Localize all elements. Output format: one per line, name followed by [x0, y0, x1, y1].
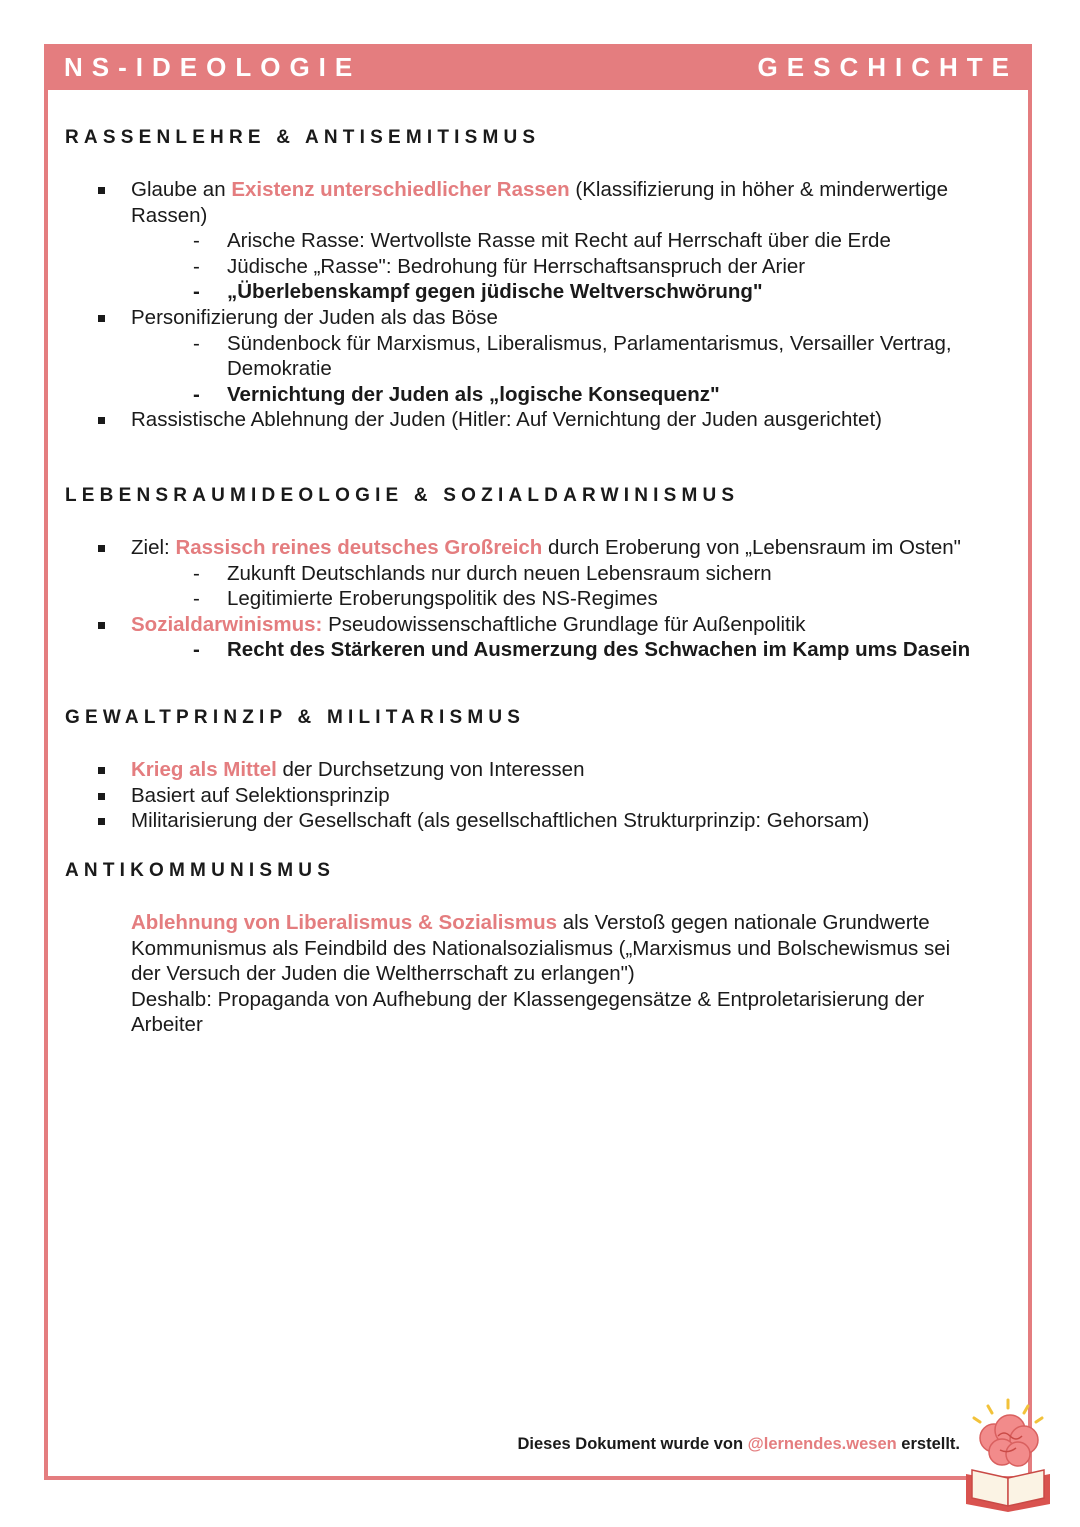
text: Arbeiter: [131, 1013, 203, 1037]
dash-icon: -: [193, 587, 200, 611]
dash-icon: -: [193, 638, 200, 662]
section-body: [65, 910, 1015, 1038]
bullet-icon: [98, 187, 105, 194]
list-item: [65, 407, 1015, 433]
dash-icon: -: [193, 280, 200, 304]
sub-item-continued: [65, 356, 1015, 382]
text: Vernichtung der Juden als „logische Konsequenz": [227, 382, 720, 406]
header-bar: [44, 44, 1032, 90]
section-body: [65, 535, 1015, 663]
section-gewaltprinzip: [65, 704, 1015, 834]
highlight: Rassisch reines deutsches Großreich: [175, 536, 543, 559]
paragraph-line: [65, 910, 1015, 936]
text: Jüdische „Rasse": Bedrohung für Herrschaftsanspruch der Arier: [227, 254, 806, 278]
list-item: [65, 305, 1015, 331]
text: Deshalb: Propaganda von Aufhebung der Klassengegensätze & Entproletarisierung der: [131, 987, 925, 1011]
sub-item: [65, 586, 1015, 612]
sub-item: [65, 279, 1015, 305]
text: Rassen): [131, 203, 208, 227]
brain-book-icon: [958, 1396, 1058, 1514]
header-subject: GESCHICHTE: [757, 52, 1018, 82]
text: (Klassifizierung in höher & minderwertige: [569, 178, 948, 201]
text: Sündenbock für Marxismus, Liberalismus, Parlamentarismus, Versailler Vertrag,: [227, 331, 952, 355]
bullet-icon: [98, 545, 105, 552]
section-title: GEWALTPRINZIP & MILITARISMUS: [65, 707, 526, 728]
text: durch Eroberung von „Lebensraum im Osten": [542, 536, 961, 559]
text: Personifizierung der Juden als das Böse: [131, 305, 498, 329]
bullet-icon: [98, 622, 105, 629]
footer-text: Dieses Dokument wurde von: [517, 1435, 748, 1453]
text: Pseudowissenschaftliche Grundlage für Außenpolitik: [322, 612, 806, 636]
bullet-icon: [98, 818, 105, 825]
text: als Verstoß gegen nationale Grundwerte: [557, 911, 930, 934]
text: Glaube an: [131, 178, 232, 201]
list-item: [65, 177, 1015, 203]
highlight: Existenz unterschiedlicher Rassen: [231, 178, 570, 201]
sub-item: [65, 254, 1015, 280]
footer-text: erstellt.: [896, 1435, 960, 1453]
text: Zukunft Deutschlands nur durch neuen Lebensraum sichern: [227, 561, 772, 585]
bullet-icon: [98, 417, 105, 424]
text: „Überlebenskampf gegen jüdische Weltverschwörung": [227, 280, 763, 304]
header-title: NS-IDEOLOGIE: [64, 52, 362, 82]
text: Recht des Stärkeren und Ausmerzung des Schwachen im Kamp ums Dasein: [227, 638, 971, 662]
dash-icon: -: [193, 229, 200, 253]
text: Ziel:: [131, 536, 176, 559]
text: Militarisierung der Gesellschaft (als gesellschaftlichen Strukturprinzip: Gehorsam): [131, 809, 870, 833]
list-item: [65, 612, 1015, 638]
footer-credit: [518, 1435, 961, 1454]
text: Rassistische Ablehnung der Juden (Hitler: Auf Vernichtung der Juden ausgerichtet): [131, 408, 882, 432]
sub-item: [65, 382, 1015, 408]
section-rassenlehre: [65, 124, 1015, 433]
text: Arische Rasse: Wertvollste Rasse mit Recht auf Herrschaft über die Erde: [227, 229, 891, 253]
sub-item: [65, 228, 1015, 254]
section-title: LEBENSRAUMIDEOLOGIE & SOZIALDARWINISMUS: [65, 485, 740, 506]
dash-icon: -: [193, 254, 200, 278]
bullet-icon: [98, 315, 105, 322]
bullet-icon: [98, 767, 105, 774]
list-item-continued: [65, 203, 1015, 229]
highlight: Ablehnung von Liberalismus & Sozialismus: [131, 911, 558, 934]
list-item: [65, 757, 1015, 783]
list-item: [65, 535, 1015, 561]
list-item: [65, 808, 1015, 834]
text: der Durchsetzung von Interessen: [276, 758, 585, 781]
sub-item: [65, 331, 1015, 357]
sub-item: [65, 561, 1015, 587]
section-antikommunismus: [65, 857, 1015, 1038]
section-lebensraum: [65, 482, 1015, 663]
section-title: RASSENLEHRE & ANTISEMITISMUS: [65, 127, 541, 148]
paragraph-line: [65, 987, 1015, 1013]
sub-item: [65, 637, 1015, 663]
author-handle[interactable]: @lernendes.wesen: [747, 1435, 897, 1453]
text: Demokratie: [227, 357, 332, 381]
highlight: Sozialdarwinismus:: [131, 612, 323, 636]
section-body: [65, 757, 1015, 834]
text: Legitimierte Eroberungspolitik des NS-Regimes: [227, 587, 658, 611]
highlight: Krieg als Mittel: [131, 758, 277, 781]
list-item: [65, 783, 1015, 809]
text: Kommunismus als Feindbild des Nationalsozialismus („Marxismus und Bolschewismus sei: [131, 936, 951, 960]
paragraph-line: [65, 1012, 1015, 1038]
section-title: ANTIKOMMUNISMUS: [65, 860, 336, 881]
dash-icon: -: [193, 561, 200, 585]
text: Basiert auf Selektionsprinzip: [131, 783, 390, 807]
dash-icon: -: [193, 382, 200, 406]
bullet-icon: [98, 793, 105, 800]
paragraph-line: [65, 936, 1015, 962]
paragraph-line: [65, 961, 1015, 987]
section-body: [65, 177, 1015, 433]
dash-icon: -: [193, 331, 200, 355]
text: der Versuch der Juden die Weltherrschaft zu erlangen"): [131, 962, 635, 986]
